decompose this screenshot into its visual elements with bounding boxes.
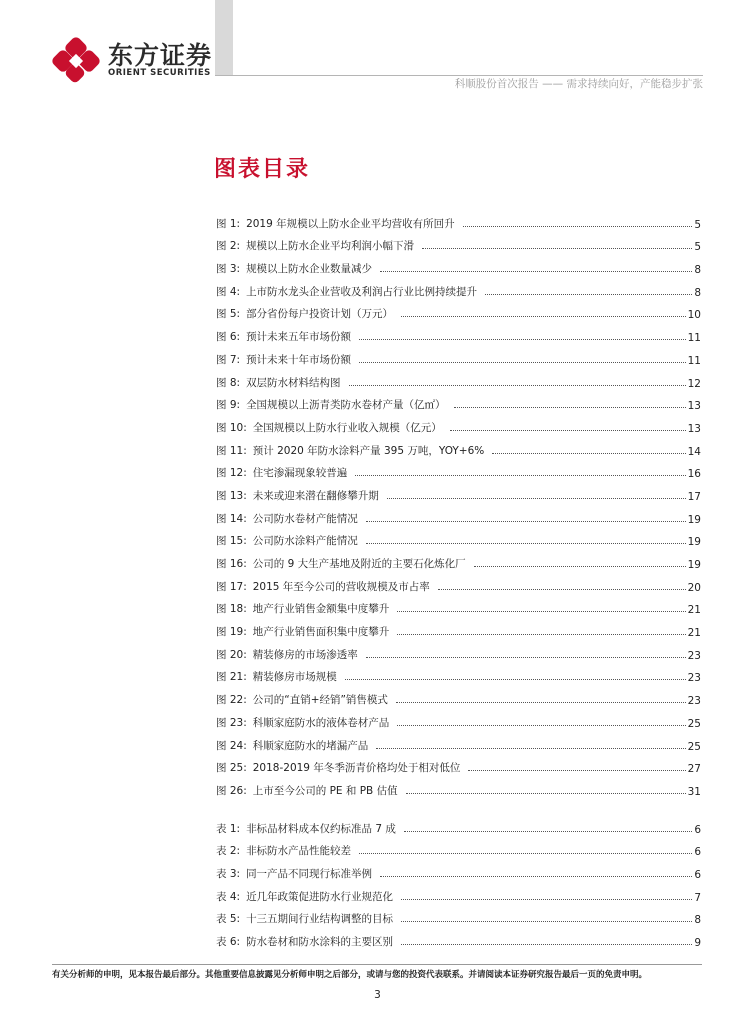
leader-dots — [404, 831, 692, 832]
leader-dots — [366, 521, 686, 522]
leader-dots — [359, 339, 686, 340]
figure-toc-entry[interactable] — [216, 662, 701, 685]
toc-entry-caption — [216, 261, 378, 276]
toc-entry-page: 25 — [687, 717, 701, 730]
leader-dots — [438, 589, 686, 590]
figure-toc-entry[interactable] — [216, 571, 701, 594]
toc-entry-text: 非标防水产品性能较差 — [246, 845, 352, 858]
table-toc-entry[interactable] — [216, 904, 701, 927]
leader-dots — [401, 316, 686, 317]
toc-entry-caption — [216, 783, 404, 798]
toc-entry-text: 地产行业销售面积集中度攀升 — [252, 626, 390, 639]
toc-entry-caption — [216, 556, 472, 571]
leader-dots — [397, 611, 685, 612]
toc-entry-text: 预计未来十年市场份额 — [246, 353, 352, 366]
toc-entry-page: 6 — [694, 869, 701, 882]
toc-entry-page: 23 — [687, 672, 701, 685]
toc-entry-caption — [216, 284, 483, 299]
toc-entry-label: 图 9: — [216, 399, 241, 412]
toc-entry-label: 图 13: — [216, 489, 247, 502]
leader-dots — [376, 748, 685, 749]
toc-entry-text: 公司防水卷材产能情况 — [252, 512, 358, 525]
toc-entry-label: 图 25: — [216, 762, 247, 775]
leader-dots — [359, 853, 692, 854]
toc-entry-page: 13 — [687, 422, 701, 435]
figure-toc-entry[interactable] — [216, 684, 701, 707]
toc-entry-text: 防水卷材和防水涂料的主要区别 — [246, 936, 394, 949]
figure-toc-entry[interactable] — [216, 435, 701, 458]
footer-rule — [52, 964, 702, 965]
table-toc-entry[interactable] — [216, 858, 701, 881]
page-number: 3 — [374, 989, 381, 1001]
figure-toc-entry[interactable] — [216, 276, 701, 299]
toc-entry-page: 9 — [694, 937, 701, 950]
leader-dots — [387, 498, 686, 499]
leader-dots — [345, 679, 686, 680]
toc-entry-text: 全国规模以上沥青类防水卷材产量（亿㎡） — [246, 399, 446, 412]
toc-entry-page: 19 — [687, 559, 701, 571]
figure-toc-entry[interactable] — [216, 753, 701, 776]
toc-entry-label: 图 7: — [216, 353, 241, 366]
leader-dots — [380, 271, 692, 272]
toc-entry-caption — [216, 821, 402, 836]
orient-securities-logo — [50, 34, 230, 82]
leader-dots — [355, 475, 685, 476]
figure-toc-entry[interactable] — [216, 639, 701, 662]
toc-entry-caption — [216, 843, 357, 858]
leader-dots — [401, 944, 692, 945]
toc-entry-caption — [216, 715, 395, 730]
toc-entry-caption — [216, 397, 452, 412]
toc-entry-page: 8 — [694, 286, 701, 299]
leader-dots — [349, 385, 686, 386]
figure-toc-entry[interactable] — [216, 367, 701, 390]
toc-entry-caption — [216, 465, 353, 480]
toc-entry-page: 19 — [687, 513, 701, 526]
toc-entry-caption — [216, 624, 395, 639]
figure-toc-entry[interactable] — [216, 526, 701, 549]
toc-entry-page: 17 — [687, 490, 701, 503]
toc-entry-text: 未来或迎来潜在翻修攀升期 — [252, 489, 379, 502]
toc-entry-label: 图 21: — [216, 671, 247, 684]
leader-dots — [468, 770, 685, 771]
leader-dots — [401, 899, 692, 900]
toc-entry-text: 全国规模以上防水行业收入规模（亿元） — [252, 421, 442, 434]
figure-toc-entry[interactable] — [216, 616, 701, 639]
toc-entry-page: 25 — [687, 740, 701, 753]
table-toc-entry[interactable] — [216, 836, 701, 859]
toc-entry-label: 图 11: — [216, 444, 247, 457]
figure-toc-entry[interactable] — [216, 594, 701, 617]
toc-entry-caption — [216, 352, 357, 367]
toc-entry-caption — [216, 329, 357, 344]
toc-title: 图表目录 — [214, 157, 311, 182]
toc-entry-page: 21 — [687, 627, 701, 640]
toc-entry-caption — [216, 511, 364, 526]
toc-entry-page: 23 — [687, 649, 701, 662]
figure-toc-entry[interactable] — [216, 299, 701, 322]
toc-entry-caption — [216, 306, 399, 321]
toc-entry-label: 表 6: — [216, 936, 241, 949]
toc-entry-label: 图 10: — [216, 421, 247, 434]
logo-chinese-name: 东方证券 — [108, 41, 213, 70]
leader-dots — [492, 453, 685, 454]
toc-entry-text: 上市至今公司的 PE 和 PB 估值 — [252, 784, 398, 797]
leader-dots — [401, 921, 692, 922]
leader-dots — [422, 248, 692, 249]
toc-entry-text: 2015 年至今公司的营收规模及市占率 — [252, 580, 430, 593]
table-list — [216, 813, 701, 949]
figure-toc-entry[interactable] — [216, 412, 701, 435]
toc-entry-label: 图 26: — [216, 784, 247, 797]
toc-entry-caption — [216, 533, 364, 548]
figure-toc-entry[interactable] — [216, 480, 701, 503]
leader-dots — [474, 566, 686, 567]
figure-toc-entry[interactable] — [216, 775, 701, 798]
toc-entry-label: 图 19: — [216, 626, 247, 639]
toc-entry-caption — [216, 738, 374, 753]
figure-toc-entry[interactable] — [216, 390, 701, 413]
toc-entry-caption — [216, 669, 343, 684]
toc-entry-page: 31 — [687, 785, 701, 798]
figure-toc-entry[interactable] — [216, 253, 701, 276]
toc-entry-page: 7 — [694, 891, 701, 904]
leader-dots — [450, 430, 686, 431]
toc-entry-text: 公司的 9 大生产基地及附近的主要石化炼化厂 — [252, 558, 466, 570]
toc-entry-caption — [216, 216, 461, 231]
figure-toc-entry[interactable] — [216, 208, 701, 231]
toc-entry-text: 2018-2019 年冬季沥青价格均处于相对低位 — [252, 762, 461, 775]
leader-dots — [485, 294, 692, 295]
table-toc-entry[interactable] — [216, 813, 701, 836]
footer-disclaimer: 有关分析师的申明，见本报告最后部分。其他重要信息披露见分析师申明之后部分，或请与您的投资代表联系。并请阅读本证券研究报告最后一页的免责申明。 — [52, 970, 648, 980]
toc-entry-label: 图 14: — [216, 512, 247, 525]
figure-toc-entry[interactable] — [216, 458, 701, 481]
toc-entry-label: 图 17: — [216, 580, 247, 593]
toc-entry-caption — [216, 760, 466, 775]
toc-entry-caption — [216, 375, 347, 390]
toc-entry-text: 上市防水龙头企业营收及利润占行业比例持续提升 — [246, 285, 478, 298]
toc-entry-page: 12 — [687, 377, 701, 390]
toc-entry-label: 图 15: — [216, 535, 247, 548]
toc-entry-page: 6 — [694, 846, 701, 859]
report-title: 科顺股份首次报告 —— 需求持续向好，产能稳步扩张 — [454, 78, 703, 90]
toc-entry-label: 图 2: — [216, 240, 241, 253]
toc-entry-caption — [216, 866, 378, 881]
leader-dots — [380, 876, 692, 877]
leader-dots — [397, 634, 685, 635]
figure-toc-entry[interactable] — [216, 707, 701, 730]
toc-entry-text: 2019 年规模以上防水企业平均营收有所回升 — [246, 217, 455, 230]
toc-entry-text: 同一产品不同现行标准举例 — [246, 868, 373, 881]
toc-entry-text: 预计 2020 年防水涂料产量 395 万吨，YOY+6% — [252, 444, 485, 457]
figure-toc-entry[interactable] — [216, 344, 701, 367]
toc-entry-page: 11 — [687, 332, 701, 345]
table-toc-entry[interactable] — [216, 926, 701, 949]
toc-entry-label: 表 2: — [216, 845, 241, 858]
toc-entry-label: 表 3: — [216, 868, 241, 881]
figure-list — [216, 208, 701, 798]
toc-entry-text: 规模以上防水企业平均利润小幅下滑 — [246, 240, 415, 253]
toc-entry-text: 近几年政策促进防水行业规范化 — [246, 890, 394, 903]
logo-english-name: ORIENT SECURITIES — [108, 68, 211, 78]
toc-entry-label: 图 4: — [216, 285, 241, 298]
toc-entry-caption — [216, 238, 420, 253]
leader-dots — [397, 725, 685, 726]
toc-entry-text: 地产行业销售金额集中度攀升 — [252, 603, 390, 616]
toc-entry-label: 图 24: — [216, 739, 247, 752]
toc-entry-caption — [216, 911, 399, 926]
toc-entry-page: 10 — [687, 309, 701, 322]
toc-entry-label: 表 4: — [216, 890, 241, 903]
toc-entry-page: 20 — [687, 581, 701, 594]
toc-entry-label: 表 5: — [216, 913, 241, 926]
toc-entry-caption — [216, 934, 399, 949]
toc-entry-caption — [216, 488, 385, 503]
toc-entry-text: 精装修房市场规模 — [252, 671, 337, 684]
toc-entry-caption — [216, 889, 399, 904]
leader-dots — [366, 543, 686, 544]
toc-entry-text: 科顺家庭防水的堵漏产品 — [252, 739, 369, 752]
toc-entry-text: 十三五期间行业结构调整的目标 — [246, 913, 394, 926]
toc-entry-caption — [216, 692, 394, 707]
toc-entry-caption — [216, 647, 364, 662]
toc-entry-page: 13 — [687, 400, 701, 413]
toc-entry-text: 规模以上防水企业数量减少 — [246, 263, 373, 276]
toc-entry-caption — [216, 443, 490, 458]
toc-entry-label: 图 16: — [216, 558, 247, 570]
figure-toc-entry[interactable] — [216, 503, 701, 526]
toc-entry-label: 图 5: — [216, 308, 241, 321]
toc-entry-text: 住宅渗漏现象较普遍 — [252, 467, 348, 480]
toc-entry-label: 图 20: — [216, 648, 247, 661]
toc-entry-label: 图 6: — [216, 331, 241, 344]
toc-entry-page: 14 — [687, 445, 701, 458]
toc-entry-label: 图 8: — [216, 376, 241, 389]
toc-entry-label: 图 12: — [216, 467, 247, 480]
leader-dots — [454, 407, 686, 408]
table-toc-entry[interactable] — [216, 881, 701, 904]
toc-entry-text: 双层防水材料结构图 — [246, 376, 341, 389]
toc-entry-caption — [216, 579, 436, 594]
toc-entry-page: 8 — [694, 914, 701, 927]
figure-toc-entry[interactable] — [216, 548, 701, 571]
toc-entry-page: 5 — [694, 241, 701, 254]
toc-entry-text: 预计未来五年市场份额 — [246, 331, 352, 344]
leader-dots — [396, 702, 686, 703]
leader-dots — [406, 793, 686, 794]
toc-entry-page: 23 — [687, 695, 701, 708]
figure-toc-entry[interactable] — [216, 730, 701, 753]
toc-entry-text: 公司防水涂料产能情况 — [252, 535, 358, 548]
figure-toc-entry[interactable] — [216, 321, 701, 344]
leader-dots — [366, 657, 686, 658]
toc-entry-text: 部分省份每户投资计划（万元） — [246, 308, 394, 321]
toc-entry-label: 表 1: — [216, 822, 241, 835]
toc-entry-page: 16 — [687, 468, 701, 481]
toc-entry-text: 精装修房的市场渗透率 — [252, 648, 358, 661]
toc-entry-text: 科顺家庭防水的液体卷材产品 — [252, 716, 390, 729]
toc-entry-label: 图 22: — [216, 694, 247, 707]
leader-dots — [463, 226, 693, 227]
toc-entry-page: 6 — [694, 823, 701, 836]
logo-mark-icon — [50, 36, 102, 84]
toc-entry-caption — [216, 420, 448, 435]
toc-entry-label: 图 18: — [216, 603, 247, 616]
toc-entry-page: 11 — [687, 354, 701, 367]
toc-entry-page: 21 — [687, 604, 701, 617]
toc-entry-label: 图 3: — [216, 263, 241, 276]
toc-entry-page: 19 — [687, 536, 701, 549]
toc-entry-label: 图 1: — [216, 217, 241, 230]
toc-entry-page: 8 — [694, 264, 701, 277]
toc-entry-text: 非标品材料成本仅约标准品 7 成 — [246, 822, 396, 835]
leader-dots — [359, 362, 686, 363]
toc-entry-page: 5 — [694, 218, 701, 231]
toc-entry-label: 图 23: — [216, 716, 247, 729]
figure-toc-entry[interactable] — [216, 231, 701, 254]
toc-entry-text: 公司的“直销+经销”销售模式 — [252, 694, 388, 707]
toc-entry-caption — [216, 601, 395, 616]
toc-entry-page: 27 — [687, 763, 701, 776]
